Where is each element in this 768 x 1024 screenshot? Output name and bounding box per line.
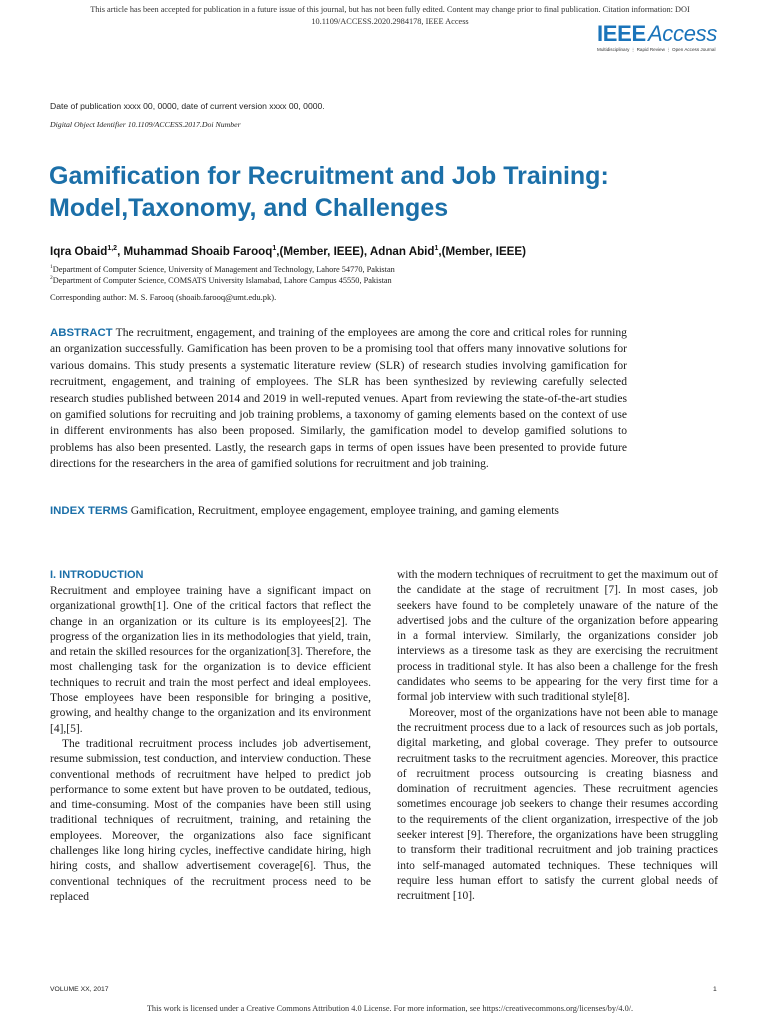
intro-paragraph-2-continued: with the modern techniques of recruitment to get the maximum out of the candidate at the stage of recruitment [7]. In most cases, job seekers have found to be completely unaware of the nature of the advertised jobs and the culture of the organization before appearing in a formal interview. Similarly, the organizations consider job interviews as a tiresome task as they are exercising the recruitment process in traditional style. It has also been a challenge for the fresh candidates who seems to be appearing for the very first time for a formal job interview with such traditional style[8].: [397, 569, 718, 704]
author-1-affil: 1,2: [107, 245, 118, 253]
paper-title-line1: Gamification for Recruitment and Job Training:: [49, 162, 609, 190]
affiliation-1-text: Department of Computer Science, University of Management and Technology, Lahore 54770, Pakistan: [52, 264, 395, 274]
affiliation-1: [50, 264, 395, 274]
ieee-access-logo: [597, 23, 727, 53]
author-3-suffix: ,(Member, IEEE): [438, 245, 527, 258]
abstract-label: ABSTRACT: [50, 327, 113, 339]
acceptance-notice-line1: This article has been accepted for publication in a future issue of this journal, but has not been fully edited. Content may change prior to final publication. Citation information: DOI: [90, 5, 690, 14]
affiliation-2: [50, 275, 392, 285]
body-column-left: [50, 568, 371, 905]
index-terms-text: Gamification, Recruitment, employee engagement, employee training, and gaming elements: [130, 504, 559, 517]
publication-date: Date of publication xxxx 00, 0000, date of current version xxxx 00, 0000.: [50, 101, 325, 111]
index-terms: [50, 503, 610, 519]
footer-page-number: 1: [713, 986, 717, 993]
intro-paragraph-1: Recruitment and employee training have a significant impact on organizational growth[1]. One of the critical factors that reflect the change in an organization or its culture is its employees[2]. The progress of the organization lies in its methodologies that yield, train, and retain the skilled resources for the organization[3]. Therefore, the most challenging task for the organization is to device efficient techniques to recruit and train the most perfect and ideal employees. Those employees have been responsible for bringing a positive, growing, and healthy change to the organization and its environment [4],[5].: [50, 585, 371, 735]
abstract: [50, 325, 627, 473]
author-2-affil: 1: [272, 245, 277, 253]
intro-paragraph-3: Moreover, most of the organizations have not been able to manage the recruitment process due to a lack of resources such as job portals, digital marketing, and global coverage. They prefer to outsource recruitment tasks to the recruitment agencies. Moreover, this practice of recruitment process outsourcing is creating biasness and domination of recruitment agencies. These recruitment agencies sometimes encourage job seekers to change their resumes according to the requirements of the client organization, irrespective of the job seeker interest [9]. Therefore, the organizations have been struggling to transform their traditional recruitment and job training practices into self-managed automated techniques. These techniques will require less human effort to satisfy the current global needs of recruitment [10].: [397, 706, 718, 903]
affiliation-1-mark: 1: [50, 264, 53, 270]
abstract-text: The recruitment, engagement, and training of the employees are among the core and critical roles for running an organization successfully. Gamification has been proven to be a promising tool that offers many innovative solutions for various domains. This study presents a systematic literature review (SLR) of research studies involving gamification for recruitment, engagement, and training of employees. The SLR has been synthesized by reviewing carefully selected research studies published between 2014 and 2019 in well-reputed venues. Apart from reviewing the state-of-the-art studies on gamified solutions for recruiting and job training problems, a taxonomy of gaming elements based on the context of use in different environments has also been proposed. Similarly, the gamification model to develop gamified solutions to problems has also been presented. Lastly, the research gaps in terms of open issues have been presented to provide future directions for the researchers in the area of gamified solutions for recruitment and job training.: [50, 326, 627, 471]
paper-title: [49, 160, 739, 224]
author-3-affil: 1: [434, 245, 439, 253]
paper-title-line2: Model,Taxonomy, and Challenges: [49, 194, 449, 222]
acceptance-notice-line2: 10.1109/ACCESS.2020.2984178, IEEE Access: [311, 17, 469, 26]
author-2-name: , Muhammad Shoaib Farooq: [117, 245, 273, 258]
footer-volume: VOLUME XX, 2017: [50, 986, 109, 993]
author-list: [50, 245, 526, 258]
affiliation-2-text: Department of Computer Science, COMSATS University Islamabad, Lahore Campus 45550, Pakistan: [52, 275, 392, 285]
body-column-right: [397, 568, 718, 905]
corresponding-author: Corresponding author: M. S. Farooq (shoaib.farooq@umt.edu.pk).: [50, 292, 277, 302]
author-1-name: Iqra Obaid: [50, 245, 108, 258]
affiliation-2-mark: 2: [50, 275, 53, 281]
intro-paragraph-2: The traditional recruitment process includes job advertisement, resume submission, test conduction, and interview conduction. These conventional methods of recruitment have helped to predict job performance to some extent but have proven to be outdated, tedious, and time-consuming. Most of the companies have been still using traditional techniques of recruitment, training, and retaining the employees. Moreover, the organizations also face significant challenges like long hiring cycles, ineffective candidate hiring, high hiring costs, and shallow advertisement coverage[6]. Thus, the conventional techniques of the recruitment process need to be replaced: [50, 737, 371, 903]
index-terms-label: INDEX TERMS: [50, 505, 128, 517]
author-2-suffix: ,(Member, IEEE), Adnan Abid: [276, 245, 435, 258]
logo-tagline: Multidisciplinary ⋮ Rapid Review ⋮ Open Access Journal: [597, 47, 716, 52]
section-heading-introduction: I. INTRODUCTION: [50, 569, 144, 581]
logo-ieee-text: IEEE: [597, 21, 646, 46]
logo-access-text: Access: [647, 21, 718, 46]
license-notice: This work is licensed under a Creative Commons Attribution 4.0 License. For more information, see https://creativecommons.org/licenses/by/4.0/.: [146, 1004, 634, 1013]
doi-line: Digital Object Identifier 10.1109/ACCESS.2017.Doi Number: [50, 120, 241, 129]
